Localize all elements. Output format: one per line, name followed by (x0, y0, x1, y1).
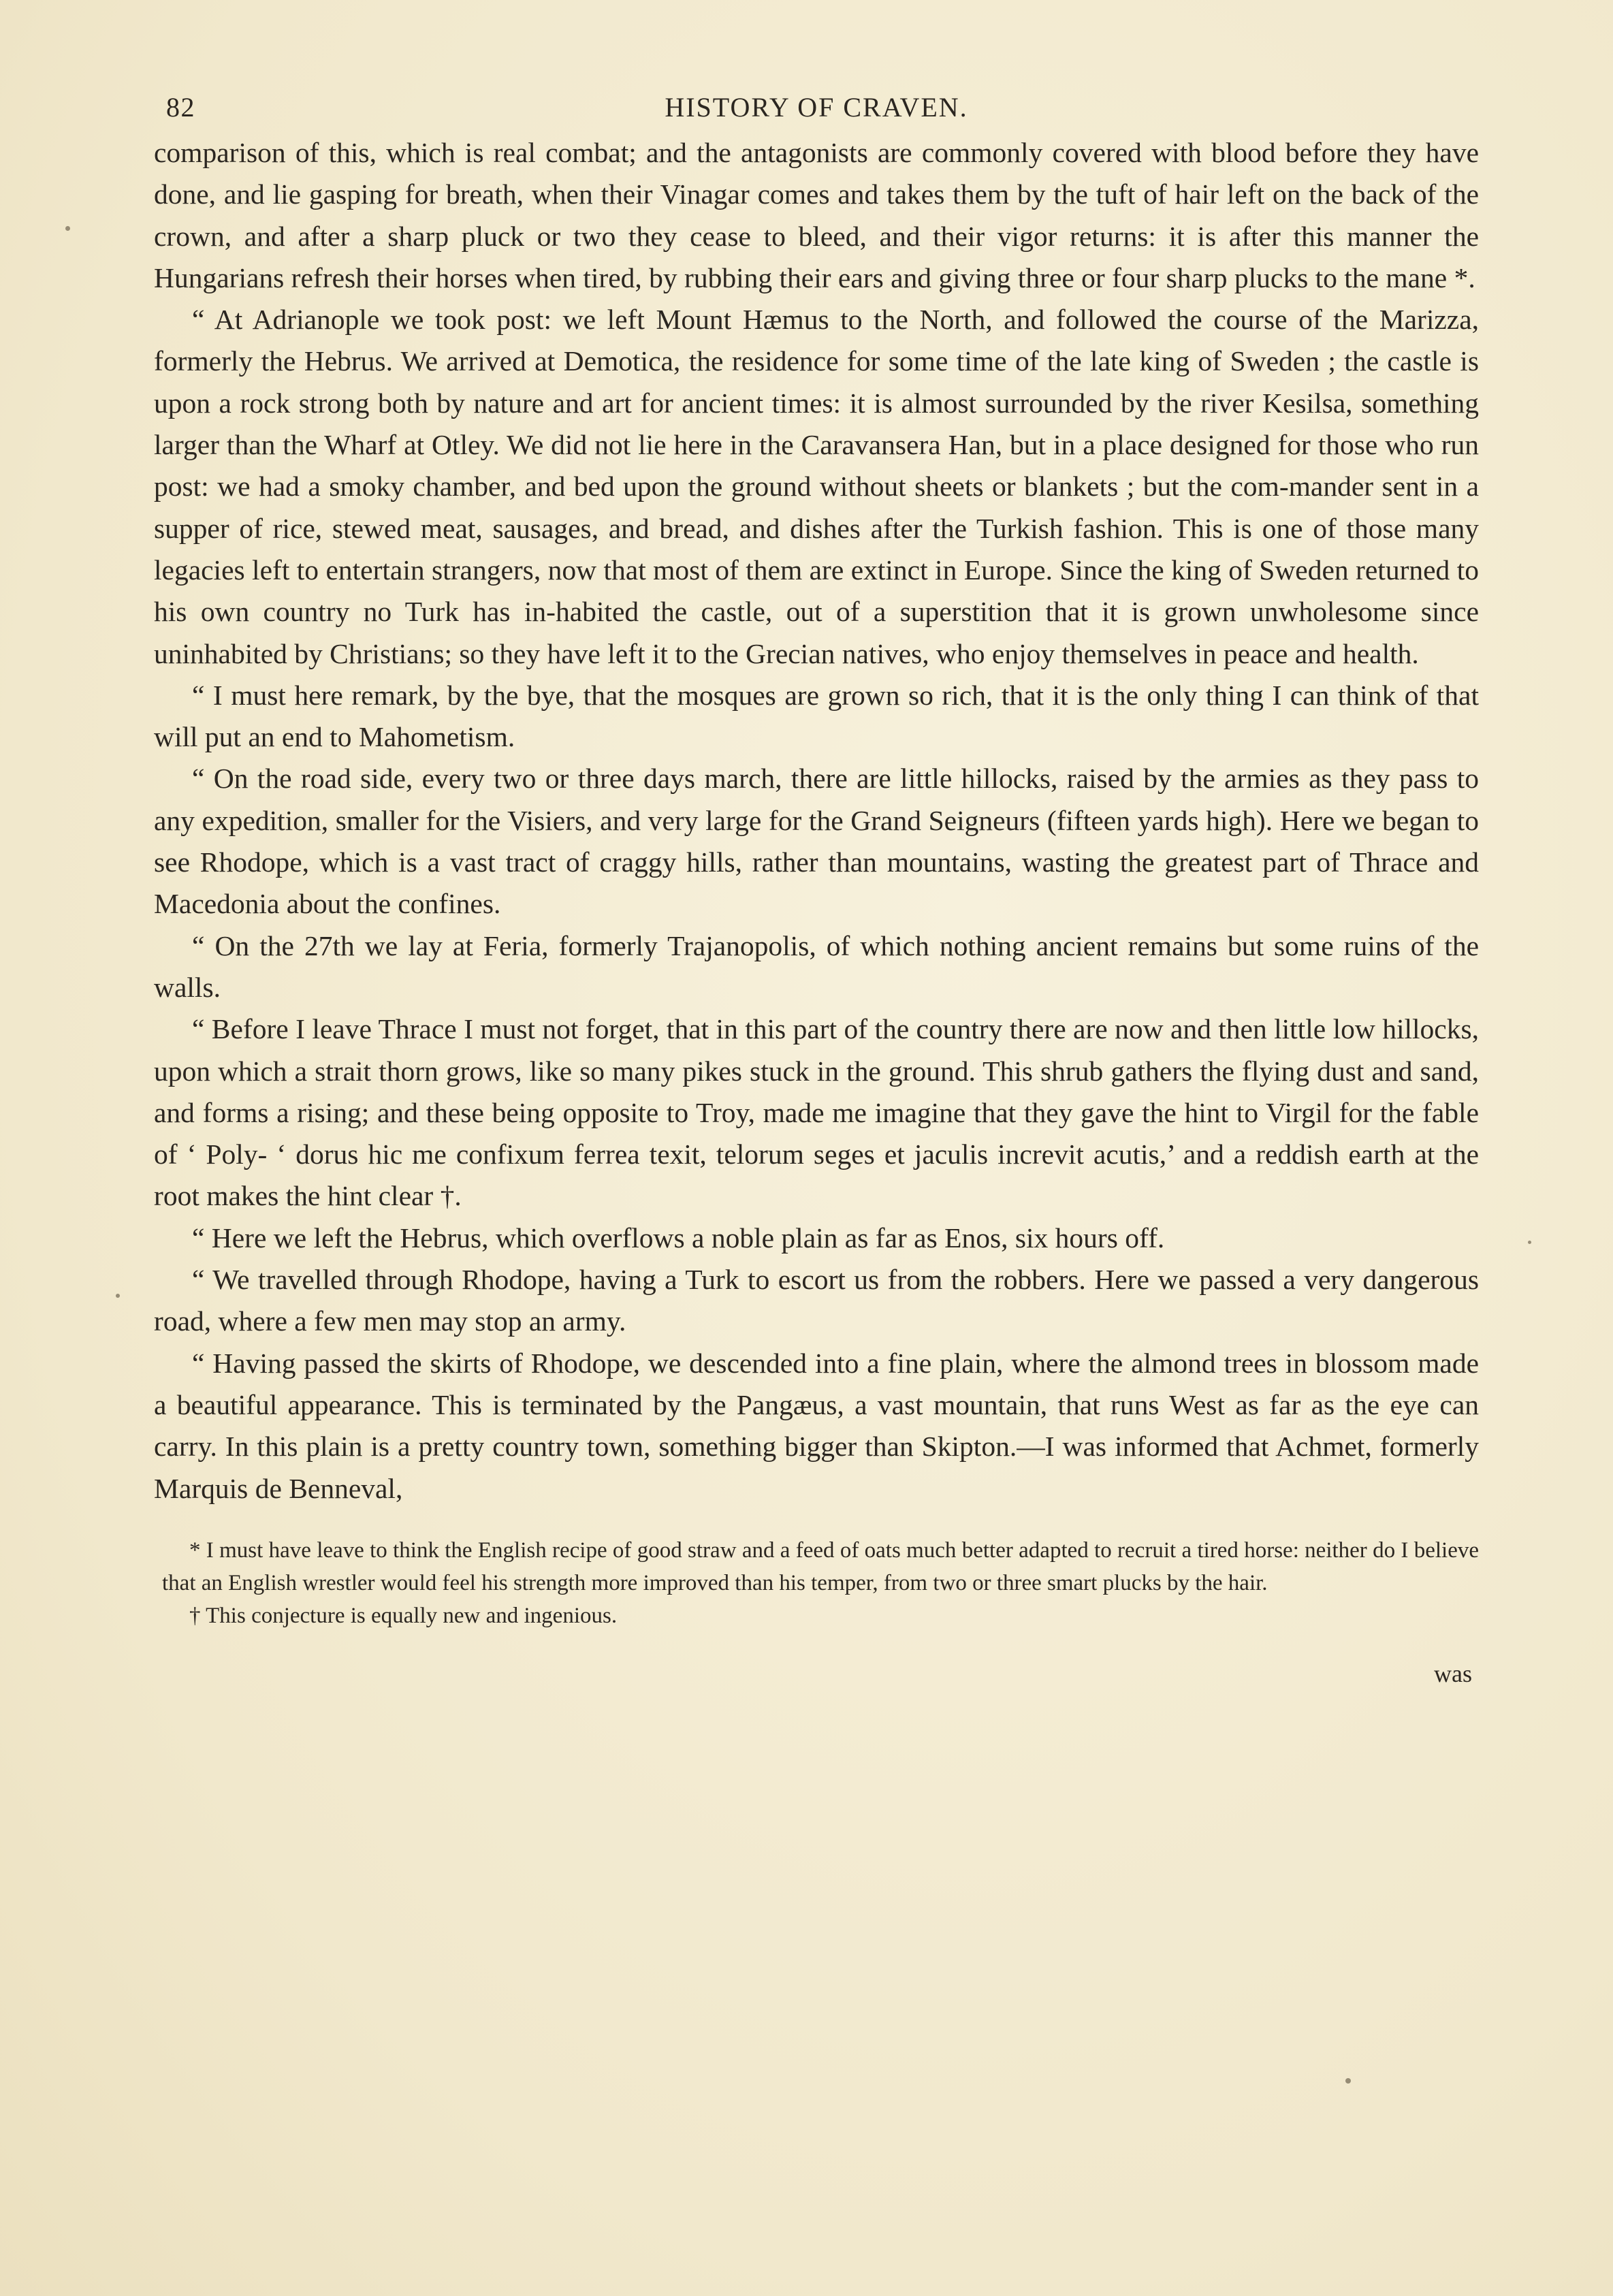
paragraph: “ Here we left the Hebrus, which overflows a noble plain as far as Enos, six hours off. (192, 1222, 1165, 1254)
paper-speck (65, 226, 70, 231)
paragraph: “ At Adrianople we took post: we left Mount Hæmus to the North, and followed the course of the Marizza, formerly the Hebrus. We arrived at Demotica, the residence for some time of the late king of Sweden ; the castle is upon a rock strong both by nature and art for ancient times: it is almost surrounded by the river Kesilsa, something larger than the Wharf at Otley. We did not lie here in the Caravansera Han, but in a place designed for those who run post: we had a smoky chamber, and bed upon the ground without sheets or blankets ; but the com-mander sent in a supper of rice, stewed meat, sausages, and bread, and dishes after the Turkish fashion. This is one of those many legacies left to entertain strangers, now that most of them are extinct in Europe. Since the king of Sweden returned to his own country no Turk has in-habited the castle, out of a superstition that it is grown unwholesome since uninhabited by Christians; so they have left it to the Grecian natives, who enjoy themselves in peace and health. (154, 304, 1479, 669)
running-header (154, 82, 1479, 129)
footnote: † This conjecture is equally new and ingenious. (189, 1603, 618, 1628)
paragraph: “ On the 27th we lay at Feria, formerly Trajanopolis, of which nothing ancient remains but some ruins of the walls. (154, 929, 1479, 1003)
paper-speck (1345, 2078, 1351, 2084)
paragraph: comparison of this, which is real combat; and the antagonists are commonly covered with blood before they have done, and lie gasping for breath, when their Vinagar comes and takes them by the tuft of hair left on the back of the crown, and after a sharp pluck or two they cease to bleed, and their vigor returns: it is after this manner the Hungarians refresh their horses when tired, by rubbing their ears and giving three or four sharp plucks to the mane *. (154, 137, 1479, 293)
paragraph: “ Before I leave Thrace I must not forget, that in this part of the country there are now and then little low hillocks, upon which a strait thorn grows, like so many pikes stuck in the ground. This shrub gathers the flying dust and sand, and forms a rising; and these being opposite to Troy, made me imagine that they gave the hint to Virgil for the fable of ‘ Poly- ‘ dorus hic me confixum ferrea texit, telorum seges et jaculis increvit acutis,’ and a reddish earth at the root makes the hint clear †. (154, 1013, 1479, 1212)
footnote: * I must have leave to think the English recipe of good straw and a feed of oats much better adapted to recruit a tired horse: neither do I believe that an English wrestler would feel his strength more improved than his temper, from two or three smart plucks by the hair. (162, 1537, 1479, 1595)
catchword: was (1434, 1659, 1472, 1687)
running-title: HISTORY OF CRAVEN. (665, 92, 968, 123)
page-number: 82 (166, 92, 195, 123)
footnotes (154, 1534, 1479, 1632)
paragraph: “ I must here remark, by the bye, that the mosques are grown so rich, that it is the only thing I can think of that will put an end to Mahometism. (154, 679, 1479, 753)
paragraph: “ We travelled through Rhodope, having a Turk to escort us from the robbers. Here we passed a very dangerous road, where a few men may stop an army. (154, 1264, 1479, 1337)
paragraph: “ On the road side, every two or three days march, there are little hillocks, raised by the armies as they pass to any expedition, smaller for the Visiers, and very large for the Grand Seigneurs (fifteen yards high). Here we began to see Rhodope, which is a vast tract of craggy hills, rather than mountains, wasting the greatest part of Thrace and Macedonia about the confines. (154, 763, 1479, 920)
main-text (154, 132, 1479, 1510)
paper-speck (1528, 1241, 1531, 1244)
paper-speck (116, 1294, 120, 1298)
paragraph: “ Having passed the skirts of Rhodope, we descended into a fine plain, where the almond trees in blossom made a beautiful appearance. This is terminated by the Pangæus, a vast mountain, that runs West as far as the eye can carry. In this plain is a pretty country town, something bigger than Skipton.—I was informed that Achmet, formerly Marquis de Benneval, (154, 1347, 1479, 1504)
book-page (154, 82, 1479, 1688)
